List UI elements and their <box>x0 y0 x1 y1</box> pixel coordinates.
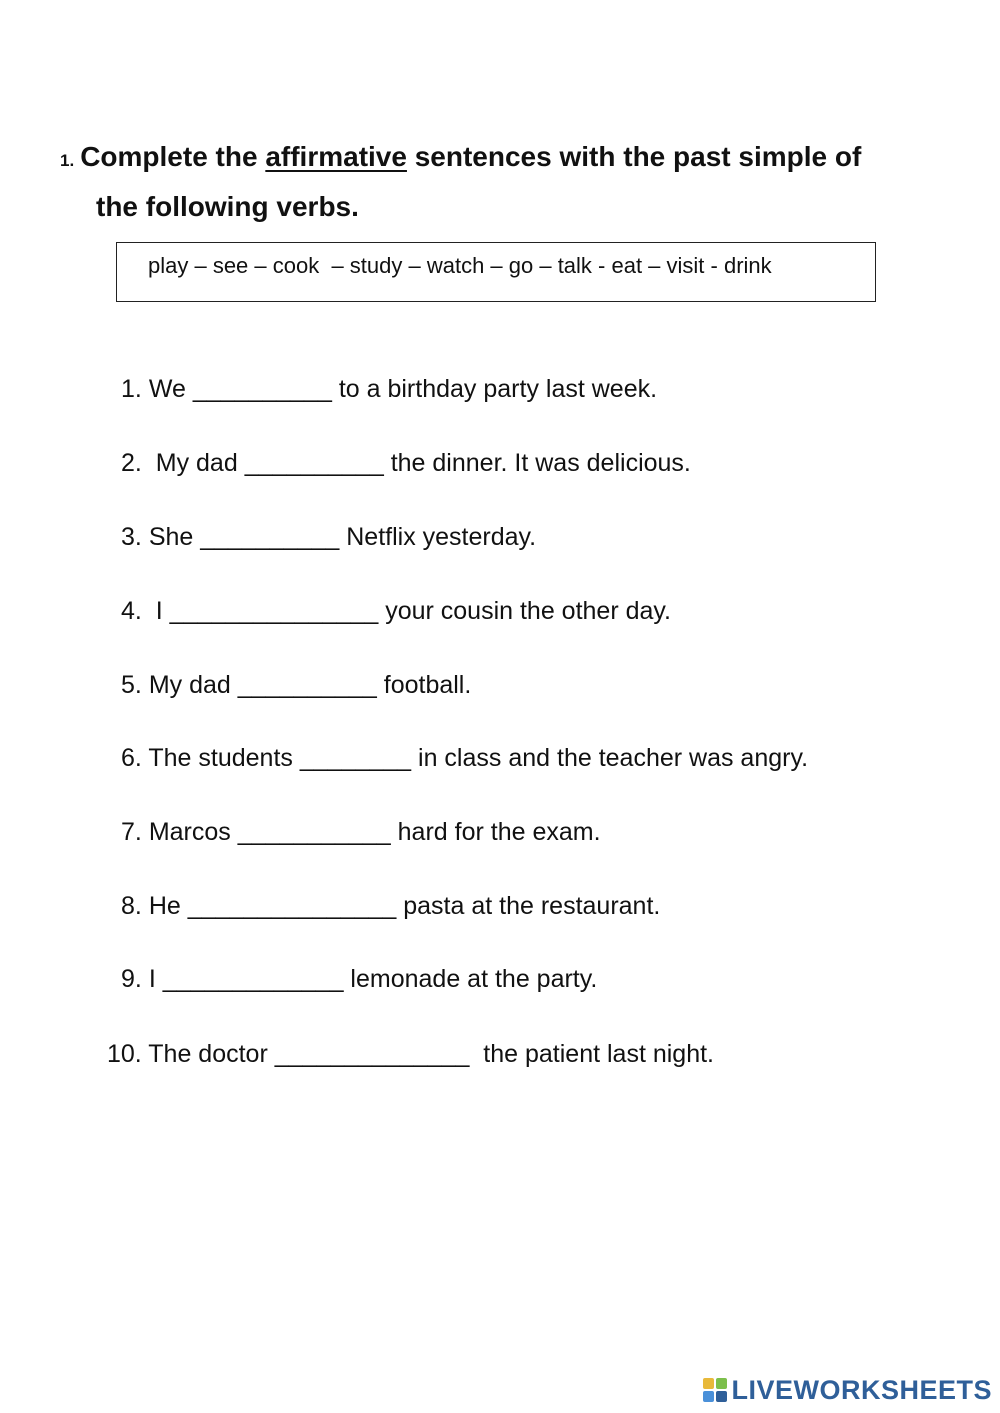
sentence-text-before: The doctor <box>148 1040 268 1068</box>
sentence-number: 6. <box>121 744 142 772</box>
sentence-8 <box>121 891 660 921</box>
sentence-text-before: Marcos <box>148 818 231 846</box>
exercise-instruction <box>60 134 940 230</box>
sentence-text-after: football. <box>383 671 472 699</box>
answer-blank[interactable]: _______________ <box>169 597 379 625</box>
sentence-text-after: in class and the teacher was angry. <box>418 744 809 772</box>
answer-blank[interactable]: _______________ <box>187 892 397 920</box>
logo-icon <box>703 1378 727 1402</box>
logo-text: LIVEWORKSHEETS <box>731 1374 992 1405</box>
sentence-text-before: I <box>148 597 163 625</box>
sentence-text-before: She <box>148 523 194 551</box>
sentence-number: 1. <box>121 375 142 403</box>
verb-list: play – see – cook – study – watch – go – talk - eat – visit - drink <box>148 253 772 278</box>
sentence-2 <box>121 448 691 478</box>
sentence-text-before: He <box>148 892 181 920</box>
sentence-number: 2. <box>121 449 142 477</box>
instruction-text-part2: sentences with the past simple of <box>406 141 862 172</box>
sentence-6 <box>121 743 808 773</box>
sentence-number: 5. <box>121 671 142 699</box>
sentence-text-before: The students <box>148 744 293 772</box>
answer-blank[interactable]: ___________ <box>237 818 391 846</box>
sentence-4 <box>121 596 671 626</box>
answer-blank[interactable]: _____________ <box>162 965 344 993</box>
answer-blank[interactable]: __________ <box>200 523 340 551</box>
instruction-text-part1: Complete the <box>80 141 266 172</box>
answer-blank[interactable]: __________ <box>192 375 332 403</box>
sentence-text-after: your cousin the other day. <box>385 597 672 625</box>
sentence-text-before: I <box>148 965 156 993</box>
instruction-emphasis: affirmative <box>265 141 407 172</box>
sentence-text-before: My dad <box>148 449 238 477</box>
answer-blank[interactable]: __________ <box>244 449 384 477</box>
sentence-number: 7. <box>121 818 142 846</box>
sentence-text-after: Netflix yesterday. <box>346 523 537 551</box>
sentence-text-after: pasta at the restaurant. <box>403 892 661 920</box>
sentence-number: 3. <box>121 523 142 551</box>
sentence-number: 9. <box>121 965 142 993</box>
sentence-7 <box>121 817 601 847</box>
answer-blank[interactable]: ______________ <box>274 1040 470 1068</box>
sentence-text-after: the patient last night. <box>476 1040 715 1068</box>
sentence-5 <box>121 670 471 700</box>
sentence-text-after: the dinner. It was delicious. <box>390 449 691 477</box>
sentence-text-after: hard for the exam. <box>397 818 601 846</box>
instruction-text-line2: the following verbs. <box>96 191 359 222</box>
sentence-9 <box>121 964 597 994</box>
sentence-text-before: My dad <box>148 671 231 699</box>
answer-blank[interactable]: __________ <box>237 671 377 699</box>
sentence-number: 8. <box>121 892 142 920</box>
sentence-number: 10. <box>107 1040 142 1068</box>
sentence-number: 4. <box>121 597 142 625</box>
sentence-1 <box>121 374 657 404</box>
answer-blank[interactable]: ________ <box>299 744 412 772</box>
sentence-text-after: lemonade at the party. <box>350 965 598 993</box>
sentence-3 <box>121 522 536 552</box>
sentence-10 <box>107 1039 714 1069</box>
verb-word-box <box>116 242 876 302</box>
sentence-text-before: We <box>148 375 186 403</box>
exercise-number: 1. <box>60 151 75 170</box>
sentence-text-after: to a birthday party last week. <box>338 375 658 403</box>
liveworksheets-logo <box>703 1373 992 1407</box>
